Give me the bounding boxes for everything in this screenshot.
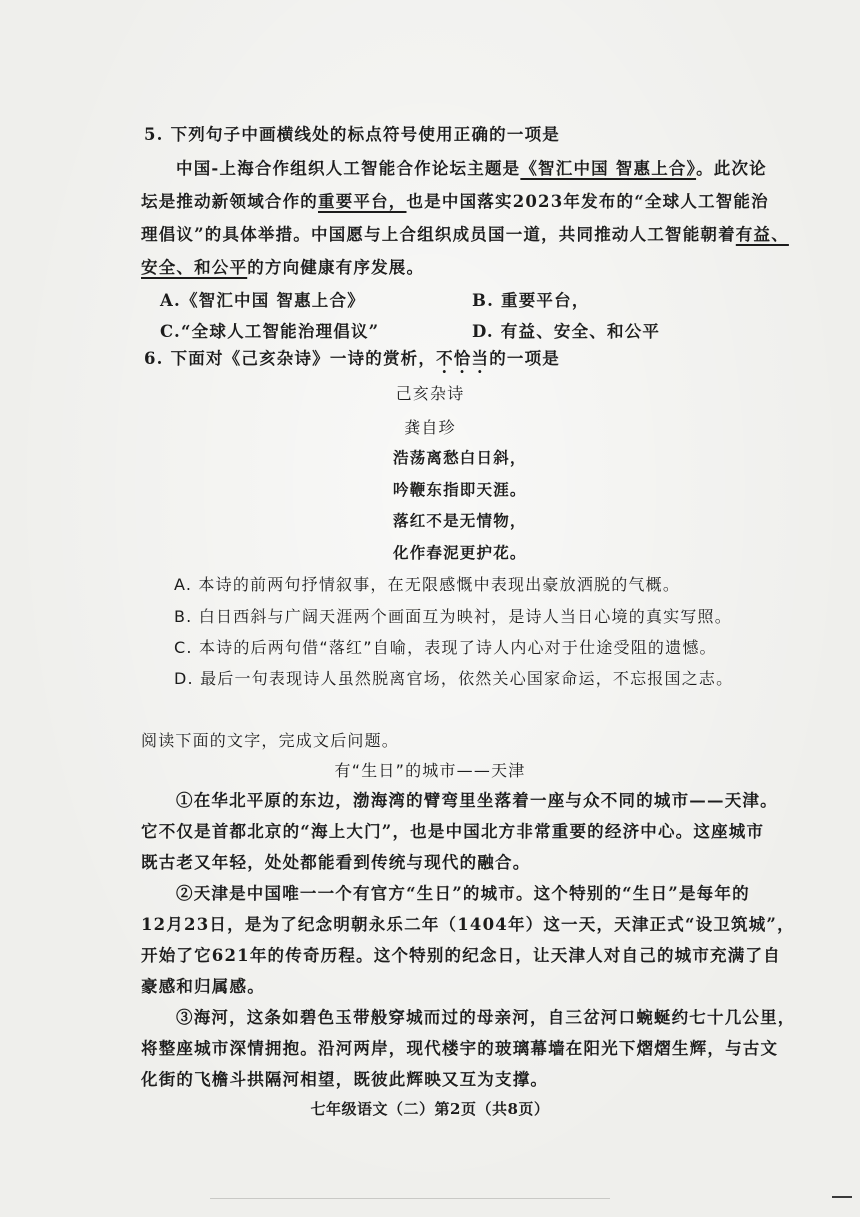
reading-intro: 阅读下面的文字，完成文后问题。 <box>141 731 400 750</box>
q6-title <box>144 345 560 369</box>
q6-option-c: C. 本诗的后两句借“落红”自喻，表现了诗人内心对于仕途受阻的遗憾。 <box>174 638 717 657</box>
q6-title-text: 6. 下面对《己亥杂诗》一诗的赏析， <box>144 349 437 368</box>
poem-line: 浩荡离愁白日斜， <box>393 448 527 467</box>
passage-line: 它不仅是首都北京的“海上大门”，也是中国北方非常重要的经济中心。这座城市 <box>141 822 765 841</box>
passage-line: 化街的飞檐斗拱隔河相望，既彼此辉映又互为支撑。 <box>141 1070 549 1089</box>
poem-line: 吟鞭东指即天涯。 <box>393 480 527 499</box>
q5-sentence-line1 <box>176 155 767 179</box>
emphasis-char: 不 <box>436 349 454 368</box>
q5-title: 5. 下列句子中画横线处的标点符号使用正确的一项是 <box>144 125 560 144</box>
scan-edge-mark <box>832 1196 852 1198</box>
q5-option-c: C.“全球人工智能治理倡议” <box>160 322 380 341</box>
q5-option-a: A.《智汇中国 智惠上合》 <box>160 291 365 310</box>
q5-underlined-text: 安全、和公平 <box>141 258 248 277</box>
passage-line: 开始了它621年的传奇历程。这个特别的纪念日，让天津人对自己的城市充满了自 <box>141 946 781 965</box>
poem-title: 己亥杂诗 <box>395 384 465 403</box>
passage-line: 12月23日，是为了纪念明朝永乐二年（1404年）这一天，天津正式“设卫筑城”， <box>141 915 795 934</box>
passage-line: ②天津是中国唯一一个有官方“生日”的城市。这个特别的“生日”是每年的 <box>176 884 750 903</box>
q5-sentence-line2 <box>141 188 769 212</box>
q5-text: 的方向健康有序发展。 <box>247 258 425 277</box>
q5-text: 坛是推动新领域合作的 <box>141 192 318 211</box>
q5-underlined-text: 有益、 <box>735 225 789 244</box>
passage-line: 豪感和归属感。 <box>141 977 265 996</box>
q5-text: 也是中国落实2023年发布的“全球人工智能治 <box>406 192 769 211</box>
q6-option-a: A. 本诗的前两句抒情叙事，在无限感慨中表现出豪放洒脱的气概。 <box>174 575 681 594</box>
scan-edge-line <box>210 1198 610 1199</box>
q5-underlined-text: 重要平台， <box>318 192 407 211</box>
passage-line: 将整座城市深情拥抱。沿河两岸，现代楼宇的玻璃幕墙在阳光下熠熠生辉，与古文 <box>141 1039 779 1058</box>
poem-line: 化作春泥更护花。 <box>393 543 527 562</box>
emphasis-char: 恰 <box>453 349 472 368</box>
q5-option-d: D. 有益、安全、和公平 <box>472 322 661 341</box>
q6-title-text: 的一项是 <box>489 349 560 368</box>
poem-line: 落红不是无情物， <box>393 511 527 530</box>
q5-underlined-text: 《智汇中国 智惠上合》 <box>520 159 697 178</box>
passage-line: ③海河，这条如碧色玉带般穿城而过的母亲河，自三岔河口蜿蜒约七十几公里， <box>176 1008 796 1027</box>
q5-text: 。此次论 <box>696 159 767 178</box>
q5-option-b: B. 重要平台， <box>472 291 590 310</box>
page-footer: 七年级语文（二）第2页（共8页） <box>310 1100 550 1118</box>
emphasis-char: 当 <box>471 349 490 368</box>
q5-text: 中国-上海合作组织人工智能合作论坛主题是 <box>176 159 521 178</box>
q5-text: 理倡议”的具体举措。中国愿与上合组织成员国一道，共同推动人工智能朝着 <box>141 225 736 244</box>
reading-title: 有“生日”的城市——天津 <box>334 761 526 780</box>
q6-option-b: B. 白日西斜与广阔天涯两个画面互为映衬，是诗人当日心境的真实写照。 <box>174 607 732 626</box>
q5-sentence-line3 <box>141 221 789 245</box>
passage-line: ①在华北平原的东边，渤海湾的臂弯里坐落着一座与众不同的城市——天津。 <box>176 791 778 810</box>
passage-line: 既古老又年轻，处处都能看到传统与现代的融合。 <box>141 853 531 872</box>
q6-option-d: D. 最后一句表现诗人虽然脱离官场，依然关心国家命运，不忘报国之志。 <box>174 669 734 688</box>
poem-author: 龚自珍 <box>404 418 456 437</box>
q5-sentence-line4 <box>141 254 424 278</box>
